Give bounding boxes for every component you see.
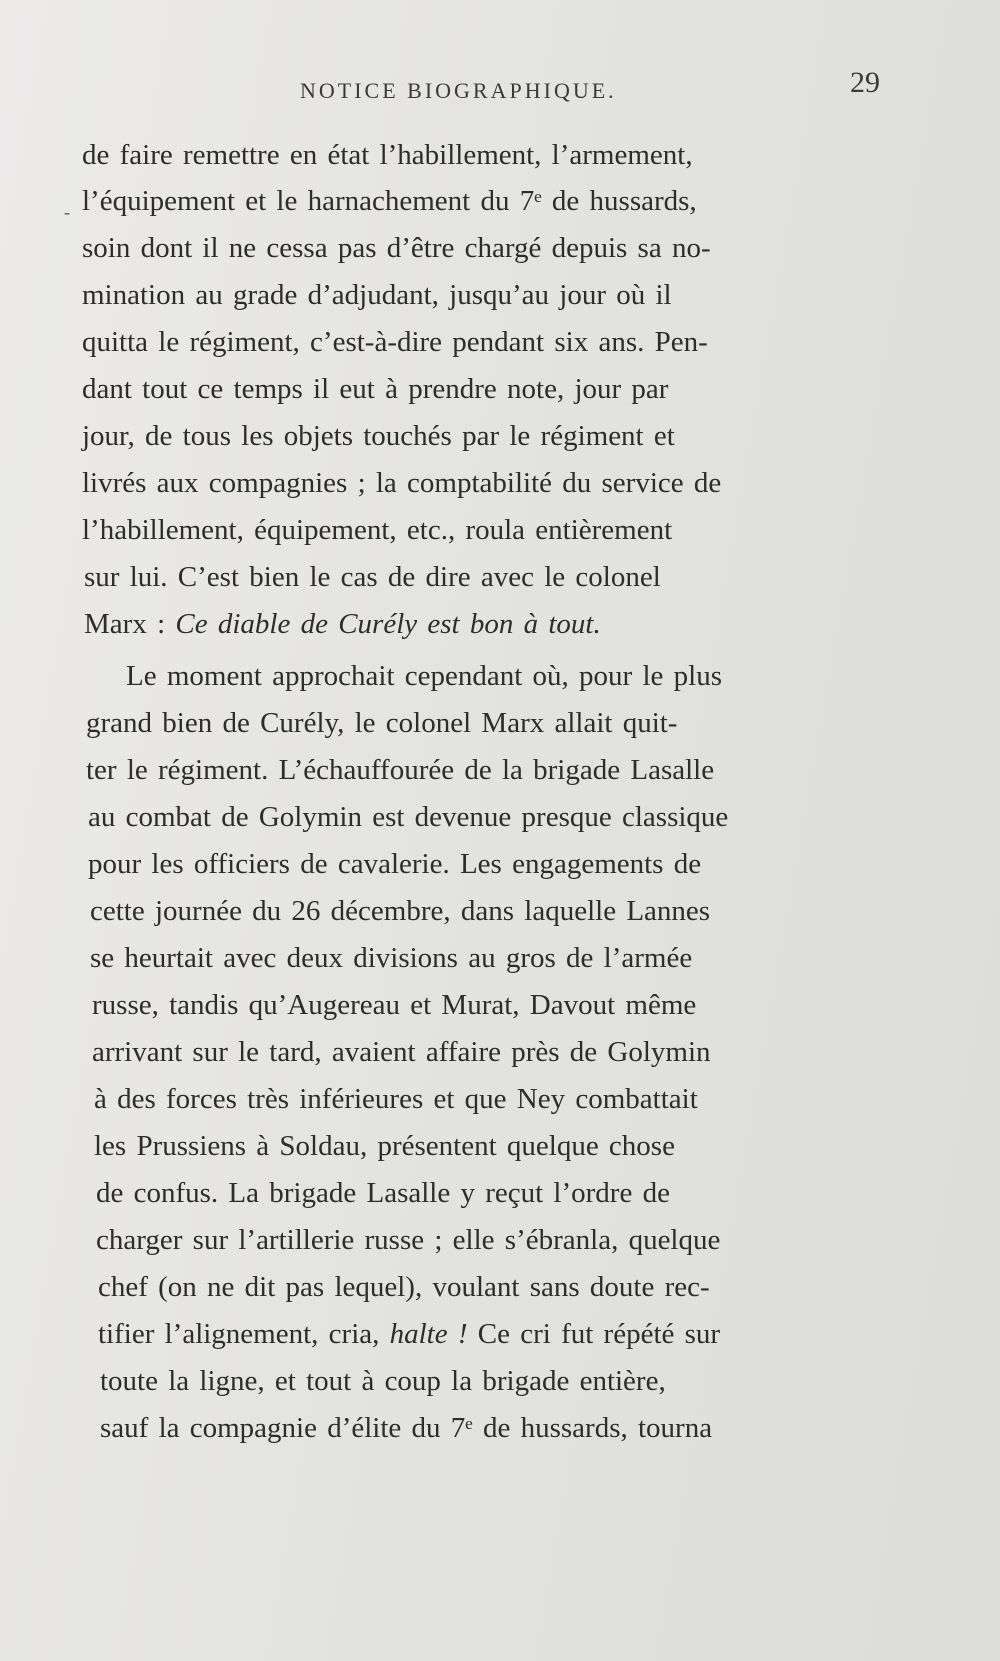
italic-quote: Ce diable de Curély est bon à tout. xyxy=(175,608,601,640)
text-line: pour les officiers de cavalerie. Les engagements de xyxy=(88,848,702,880)
text-line: se heurtait avec deux divisions au gros de l’armée xyxy=(90,942,693,974)
text-line: charger sur l’artillerie russe ; elle s’ébranla, quelque xyxy=(96,1224,721,1256)
text-line: arrivant sur le tard, avaient affaire près de Golymin xyxy=(92,1036,711,1068)
margin-mark: - xyxy=(64,202,70,222)
page-number: 29 xyxy=(850,66,880,99)
text-line-with-italic xyxy=(98,1317,720,1351)
text-line: mination au grade d’adjudant, jusqu’au jour où il xyxy=(82,279,672,311)
text-line: russe, tandis qu’Augereau et Murat, Davout même xyxy=(92,989,697,1021)
running-title: NOTICE BIOGRAPHIQUE. xyxy=(300,78,617,103)
text-line: jour, de tous les objets touchés par le régiment et xyxy=(82,420,675,452)
text-line: de confus. La brigade Lasalle y reçut l’ordre de xyxy=(96,1177,670,1209)
text-line: ter le régiment. L’échauffourée de la brigade Lasalle xyxy=(86,754,715,786)
text-line: à des forces très inférieures et que Ney combattait xyxy=(94,1083,698,1115)
text-line: grand bien de Curély, le colonel Marx allait quit- xyxy=(86,707,678,739)
line-text: Marx : xyxy=(84,608,176,640)
text-line: chef (on ne dit pas lequel), voulant sans doute rec- xyxy=(98,1271,710,1303)
italic-word: halte ! xyxy=(389,1318,468,1350)
text-line: livrés aux compagnies ; la comptabilité du service de xyxy=(82,467,722,499)
line-text: tifier l’alignement, cria, xyxy=(98,1318,390,1350)
text-line: l’équipement et le harnachement du 7ᵉ de hussards, xyxy=(82,185,697,217)
text-line: quitta le régiment, c’est-à-dire pendant six ans. Pen- xyxy=(82,326,708,358)
text-line: soin dont il ne cessa pas d’être chargé depuis sa no- xyxy=(82,232,711,264)
text-line: dant tout ce temps il eut à prendre note, jour par xyxy=(82,373,669,405)
text-line: les Prussiens à Soldau, présentent quelque chose xyxy=(94,1130,675,1162)
text-line-with-italic xyxy=(84,607,601,641)
text-line: l’habillement, équipement, etc., roula entièrement xyxy=(82,514,673,546)
text-line: sauf la compagnie d’élite du 7ᵉ de hussards, tourna xyxy=(100,1412,713,1444)
text-line: sur lui. C’est bien le cas de dire avec le colonel xyxy=(84,561,661,593)
text-line: toute la ligne, et tout à coup la brigade entière, xyxy=(100,1365,666,1397)
text-line: de faire remettre en état l’habillement, l’armement, xyxy=(82,139,693,171)
text-line: au combat de Golymin est devenue presque classique xyxy=(88,801,729,833)
text-line: cette journée du 26 décembre, dans laquelle Lannes xyxy=(90,895,711,927)
paragraph-first-line: Le moment approchait cependant où, pour le plus xyxy=(126,660,722,692)
line-text: Ce cri fut répété sur xyxy=(467,1318,721,1350)
